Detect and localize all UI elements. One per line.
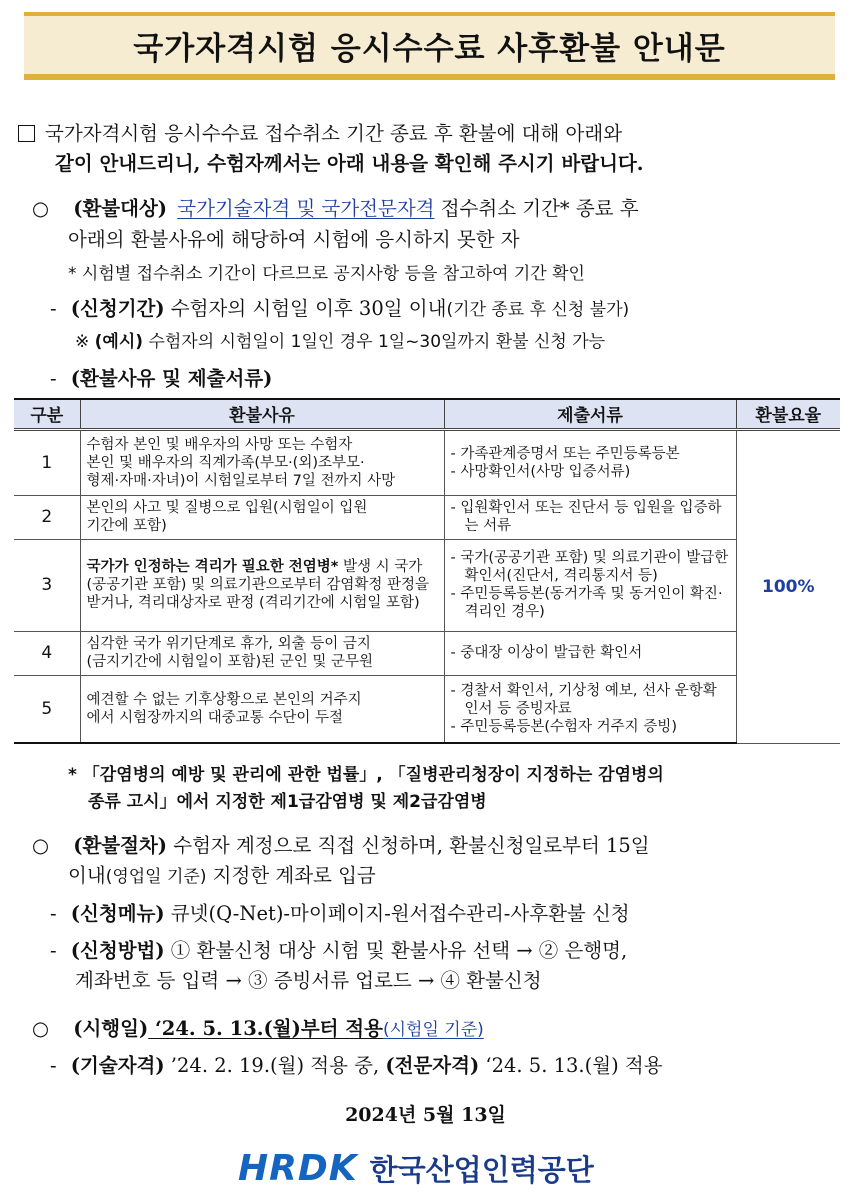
target-note: * 시험별 접수취소 기간이 다르므로 공지사항 등을 참고하여 기간 확인 <box>68 264 585 284</box>
period-paren: (기간 종료 후 신청 불가) <box>446 300 630 320</box>
row-docs <box>444 539 736 631</box>
refund-rate: 100% <box>736 429 840 743</box>
table-row <box>14 495 840 539</box>
row-docs <box>444 495 736 539</box>
doc-line: - 입원확인서 또는 진단서 등 입원을 입증하는 서류 <box>450 500 722 534</box>
effective-date: ‘24. 5. 13.(월)부터 적용 <box>148 1017 383 1040</box>
effective-line <box>32 1013 484 1041</box>
table-header-row <box>14 399 840 429</box>
circle-bullet-icon: ○ <box>32 197 50 220</box>
menu-label: (신청메뉴) <box>70 902 165 925</box>
page-title: 국가자격시험 응시수수료 사후환불 안내문 <box>133 30 726 67</box>
reason-line: 형제·자매·자녀)이 시험일로부터 7일 전까지 사망 <box>86 472 396 489</box>
reason-line: 심각한 국가 위기단계로 휴가, 외출 등이 금지 <box>86 636 371 652</box>
tech-label: (기술자격) <box>70 1054 165 1077</box>
period-label: (신청기간) <box>70 297 165 320</box>
procedure-line2-paren: (영업일 기준) <box>105 867 207 887</box>
reasons-heading <box>50 363 272 391</box>
procedure-line2-b: 지정한 계좌로 입금 <box>206 864 376 887</box>
row-docs <box>444 631 736 675</box>
table-row <box>14 675 840 743</box>
header-reason: 환불사유 <box>80 399 444 429</box>
circle-bullet-icon: ○ <box>32 834 50 857</box>
effective-paren: (시험일 기준) <box>382 1020 484 1040</box>
reference-mark-icon: ※ <box>75 332 90 352</box>
menu-text: 큐넷(Q-Net)-마이페이지-원서접수관리-사후환불 신청 <box>164 902 630 925</box>
method-label: (신청방법) <box>70 939 165 962</box>
doc-line: - 주민등록등본(동거가족 및 동거인이 확진·격리인 경우) <box>450 586 723 620</box>
refund-table <box>14 398 840 744</box>
period-text: 수험자의 시험일 이후 30일 이내 <box>164 297 447 320</box>
dash-marker: - <box>50 939 57 962</box>
period-line <box>50 293 629 321</box>
target-line-2: 아래의 환불사유에 해당하여 시험에 응시하지 못한 자 <box>68 228 520 251</box>
doc-line: - 국가(공공기관 포함) 및 의료기관이 발급한 확인서(진단서, 격리통지서 등) <box>450 550 729 584</box>
doc-line: - 사망확인서(사망 입증서류) <box>450 463 631 480</box>
target-line-1 <box>32 193 639 221</box>
tech-text: ’24. 2. 19.(월) 적용 중, <box>164 1054 386 1077</box>
reason-line: 기간에 포함) <box>86 518 167 534</box>
reason-line: 에서 시험장까지의 대중교통 수단이 두절 <box>86 709 344 726</box>
menu-line <box>50 898 630 926</box>
reason-line: 본인 및 배우자의 직계가족(부모·(외)조부모· <box>86 454 365 471</box>
doc-line: - 중대장 이상이 발급한 확인서 <box>450 645 643 661</box>
procedure-label: (환불절차) <box>73 834 168 857</box>
row-docs <box>444 429 736 495</box>
target-label: (환불대상) <box>73 197 168 220</box>
method-line-2: 계좌번호 등 입력 → ③ 증빙서류 업로드 → ④ 환불신청 <box>75 969 542 992</box>
target-highlight: 국가기술자격 및 국가전문자격 <box>177 197 435 220</box>
example-label: (예시) <box>94 332 144 352</box>
row-no: 1 <box>14 429 80 495</box>
procedure-line-1 <box>32 830 650 858</box>
reason-line: 예견할 수 없는 기후상황으로 본인의 거주지 <box>86 691 362 708</box>
pro-label: (전문자격) <box>385 1054 480 1077</box>
reason-bold: 국가가 인정하는 격리가 필요한 전염병* <box>86 559 339 575</box>
dash-marker: - <box>50 1054 57 1077</box>
intro-line-1 <box>18 118 622 146</box>
row-reason <box>80 539 444 631</box>
footnote-line-1: * 「감염병의 예방 및 관리에 관한 법률」, 「질병관리청장이 지정하는 감염병의 <box>68 765 664 785</box>
hrdk-logo-icon: HRDK <box>238 1147 358 1189</box>
reason-rest: 발생 시 국가(공공기관 포함) 및 의료기관으로부터 감염확정 판정을 받거나, 격리대상자로 판정 (격리기간에 시험일 포함) <box>86 559 430 611</box>
header-docs: 제출서류 <box>444 399 736 429</box>
row-reason <box>80 631 444 675</box>
reason-line: (금지기간에 시험일이 포함)된 군인 및 군무원 <box>86 654 373 670</box>
reasons-heading-label: (환불사유 및 제출서류) <box>70 367 273 390</box>
row-no: 3 <box>14 539 80 631</box>
intro-text-1: 국가자격시험 응시수수료 접수취소 기간 종료 후 환불에 대해 아래와 <box>45 122 623 145</box>
table-row <box>14 539 840 631</box>
footnote-line-2: 종류 고시」에서 지정한 제1급감염병 및 제2급감염병 <box>88 792 487 812</box>
dash-marker: - <box>50 902 57 925</box>
header-rate: 환불요율 <box>736 399 840 429</box>
row-docs <box>444 675 736 743</box>
reason-line: 본인의 사고 및 질병으로 입원(시험일이 입원 <box>86 500 368 516</box>
header-no: 구분 <box>14 399 80 429</box>
procedure-text: 수험자 계정으로 직접 신청하며, 환불신청일로부터 15일 <box>167 834 650 857</box>
effective-label: (시행일) <box>73 1017 149 1040</box>
document-date: 2024년 5월 13일 <box>345 1104 506 1126</box>
doc-line: - 가족관계증명서 또는 주민등록등본 <box>450 445 680 462</box>
period-example <box>75 327 605 352</box>
row-no: 4 <box>14 631 80 675</box>
org-name: 한국산업인력공단 <box>369 1152 594 1187</box>
intro-line-2: 같이 안내드리니, 수험자께서는 아래 내용을 확인해 주시기 바랍니다. <box>55 152 644 175</box>
target-rest: 접수취소 기간* 종료 후 <box>434 197 639 220</box>
table-row <box>14 429 840 495</box>
method-text: ① 환불신청 대상 시험 및 환불사유 선택 → ② 은행명, <box>164 939 628 962</box>
title-banner <box>24 12 835 80</box>
row-reason <box>80 429 444 495</box>
row-no: 5 <box>14 675 80 743</box>
row-no: 2 <box>14 495 80 539</box>
row-reason <box>80 675 444 743</box>
row-reason <box>80 495 444 539</box>
procedure-line2-a: 이내 <box>68 864 106 887</box>
procedure-line-2 <box>68 860 376 888</box>
doc-line: - 주민등록등본(수험자 거주지 증빙) <box>450 718 677 735</box>
dash-marker: - <box>50 367 57 390</box>
reason-line: 수험자 본인 및 배우자의 사망 또는 수험자 <box>86 436 353 453</box>
example-text: 수험자의 시험일이 1일인 경우 1일~30일까지 환불 신청 가능 <box>143 332 606 352</box>
pro-text: ‘24. 5. 13.(월) 적용 <box>479 1054 663 1077</box>
checkbox-square-icon <box>18 125 35 142</box>
doc-line: - 경찰서 확인서, 기상청 예보, 선사 운항확인서 등 증빙자료 <box>450 682 717 717</box>
circle-bullet-icon: ○ <box>32 1017 50 1040</box>
method-line-1 <box>50 935 627 963</box>
table-row <box>14 631 840 675</box>
dash-marker: - <box>50 297 57 320</box>
org-logo <box>238 1148 594 1188</box>
effective-sub-line <box>50 1050 663 1078</box>
